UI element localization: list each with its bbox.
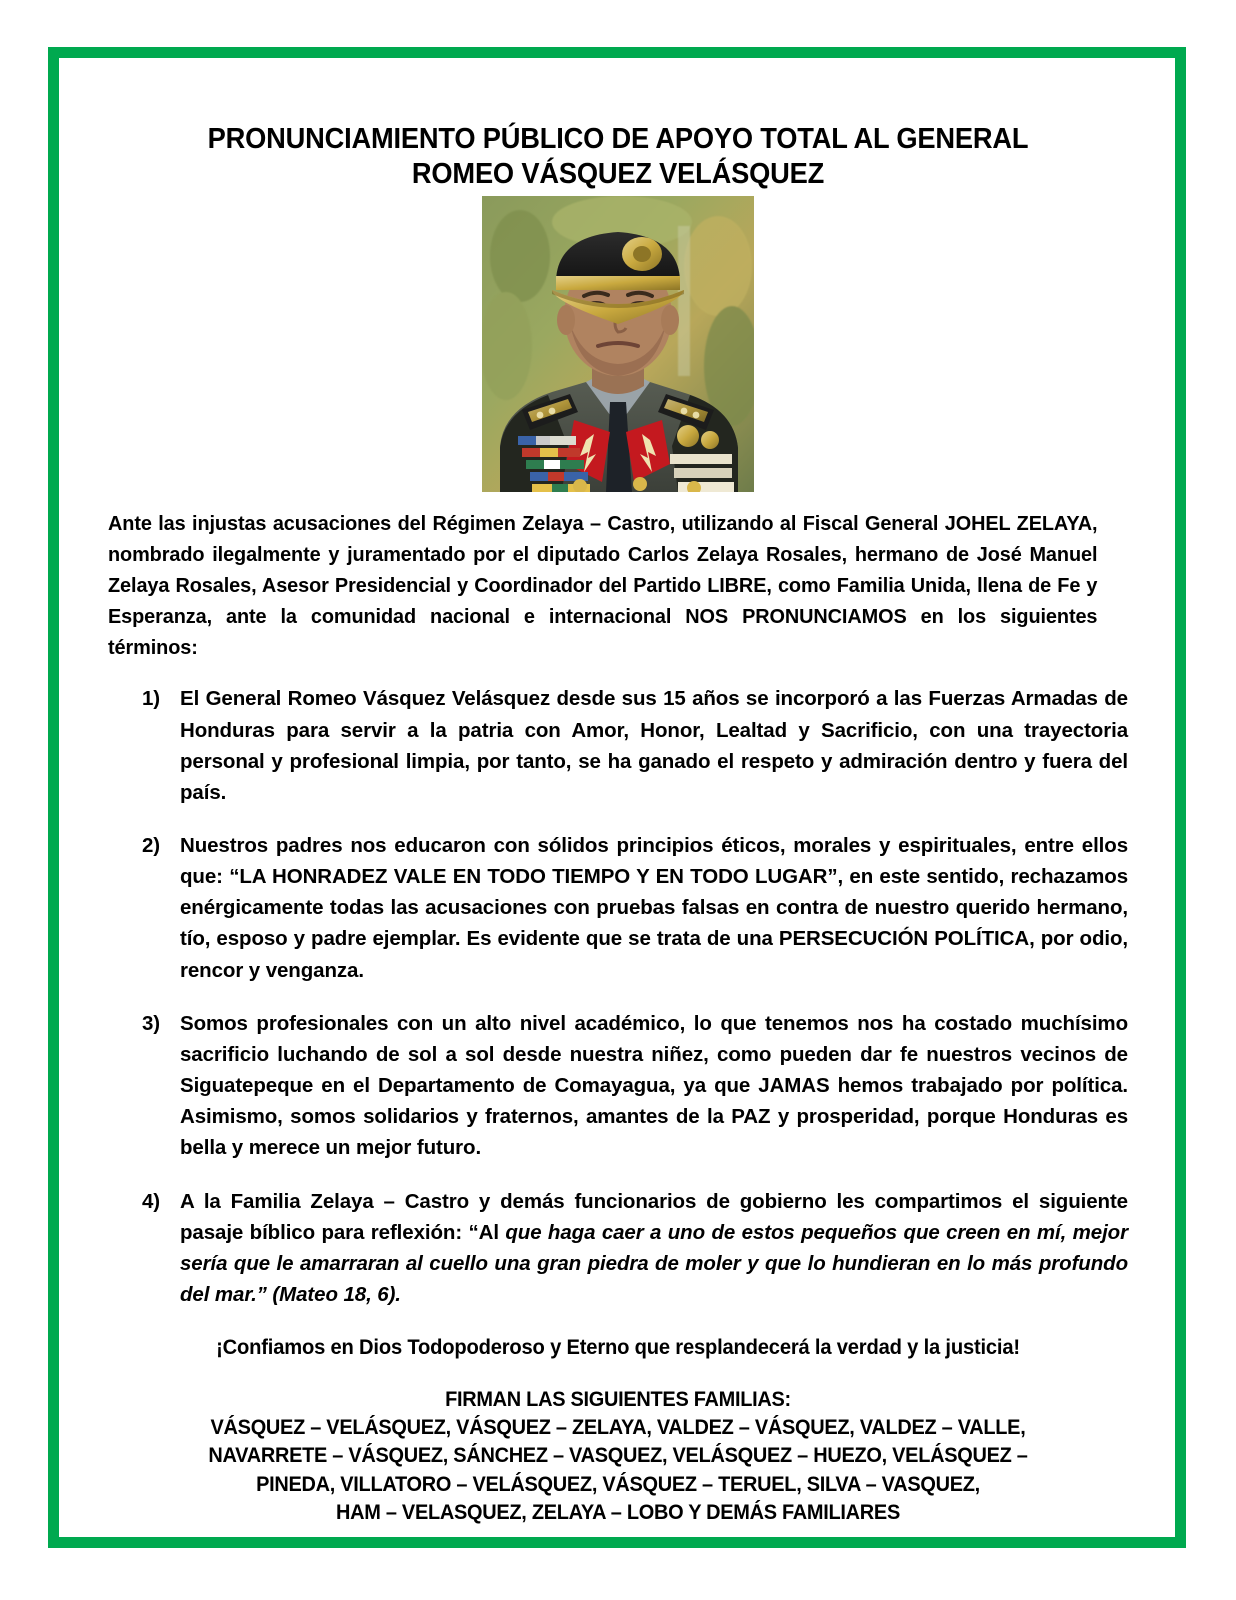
title-line-2: ROMEO VÁSQUEZ VELÁSQUEZ bbox=[411, 157, 825, 190]
title-line-1: PRONUNCIAMIENTO PÚBLICO DE APOYO TOTAL AL GENERAL bbox=[207, 123, 1029, 155]
signers-line-4: HAM – VELASQUEZ, ZELAYA – LOBO Y DEMÁS FAMILIARES bbox=[336, 1500, 900, 1524]
signers-line-1: VÁSQUEZ – VELÁSQUEZ, VÁSQUEZ – ZELAYA, VALDEZ – VÁSQUEZ, VALDEZ – VALLE, bbox=[210, 1416, 1026, 1440]
signers-block bbox=[134, 1386, 1103, 1527]
general-portrait-photo bbox=[482, 196, 754, 492]
claim-item-4 bbox=[108, 1186, 1128, 1311]
signers-line-2: NAVARRETE – VÁSQUEZ, SÁNCHEZ – VASQUEZ, VELÁSQUEZ – HUEZO, VELÁSQUEZ – bbox=[208, 1444, 1028, 1468]
claim-text: Nuestros padres nos educaron con sólidos principios éticos, morales y espirituales, entre ellos que: “LA HONRADEZ VALE EN TODO TIEMPO Y EN TODO LUGAR”, en este sentido, rechazamos enérgicamente todas las acusaciones con pruebas falsas en contra de nuestro querido hermano, tío, esposo y padre ejemplar. Es evidente que se trata de una PERSECUCIÓN POLÍTICA, por odio, rencor y venganza. bbox=[180, 834, 1128, 982]
claim-marker: 2) bbox=[142, 834, 161, 857]
claim-text: El General Romeo Vásquez Velásquez desde sus 15 años se incorporó a las Fuerzas Armadas de Honduras para servir a la patria con Amor, Honor, Lealtad y Sacrificio, con una trayectoria personal y profesional limpia, por tanto, se ha ganado el respeto y admiración dentro y fuera del país. bbox=[180, 687, 1128, 804]
claim-marker: 1) bbox=[142, 687, 161, 711]
signers-heading: FIRMAN LAS SIGUIENTES FAMILIAS: bbox=[445, 1388, 791, 1412]
bible-quote-italic: que haga caer a uno de estos pequeños que creen en mí, mejor sería que le amarraran al cuello una gran piedra de moler y que lo hundieran en lo más profundo del mar.” (Mateo 18, 6). bbox=[180, 1220, 1128, 1307]
intro-paragraph: Ante las injustas acusaciones del Régimen Zelaya – Castro, utilizando al Fiscal General JOHEL ZELAYA, nombrado ilegalmente y juramentado por el diputado Carlos Zelaya Rosales, hermano de José Manuel Zelaya Rosales, Asesor Presidencial y Coordinador del Partido LIBRE, como Familia Unida, llena de Fe y Esperanza, ante la comunidad nacional e internacional NOS PRONUNCIAMOS en los siguientes términos: bbox=[108, 511, 1098, 660]
claims-list bbox=[108, 683, 1128, 1310]
claim-marker: 4) bbox=[142, 1189, 161, 1213]
page-title bbox=[139, 122, 1098, 192]
claim-text: Somos profesionales con un alto nivel académico, lo que tenemos nos ha costado muchísimo sacrificio luchando de sol a sol desde nuestra niñez, como pueden dar fe nuestros vecinos de Siguatepeque en el Departamento de Comayagua, ya que JAMAS hemos trabajado por política. Asimismo, somos solidarios y fraternos, amantes de la PAZ y prosperidad, porque Honduras es bella y merece un mejor futuro. bbox=[180, 1011, 1128, 1160]
claim-text-plain: A la Familia Zelaya – Castro y demás funcionarios de gobierno les compartimos el siguiente pasaje bíblico para reflexión: “Al bbox=[180, 1189, 1128, 1244]
claim-marker: 3) bbox=[142, 1011, 161, 1035]
portrait-photo-container bbox=[108, 196, 1128, 492]
claim-item-2 bbox=[108, 830, 1128, 986]
claim-item-3 bbox=[108, 1008, 1128, 1164]
claim-text bbox=[180, 1186, 1128, 1311]
signers-line-3: PINEDA, VILLATORO – VELÁSQUEZ, VÁSQUEZ – TERUEL, SILVA – VASQUEZ, bbox=[256, 1472, 980, 1496]
document-content bbox=[108, 122, 1128, 1527]
closing-statement: ¡Confiamos en Dios Todopoderoso y Eterno que resplandecerá la verdad y la justicia! bbox=[216, 1336, 1020, 1360]
claim-item-1 bbox=[108, 683, 1128, 808]
